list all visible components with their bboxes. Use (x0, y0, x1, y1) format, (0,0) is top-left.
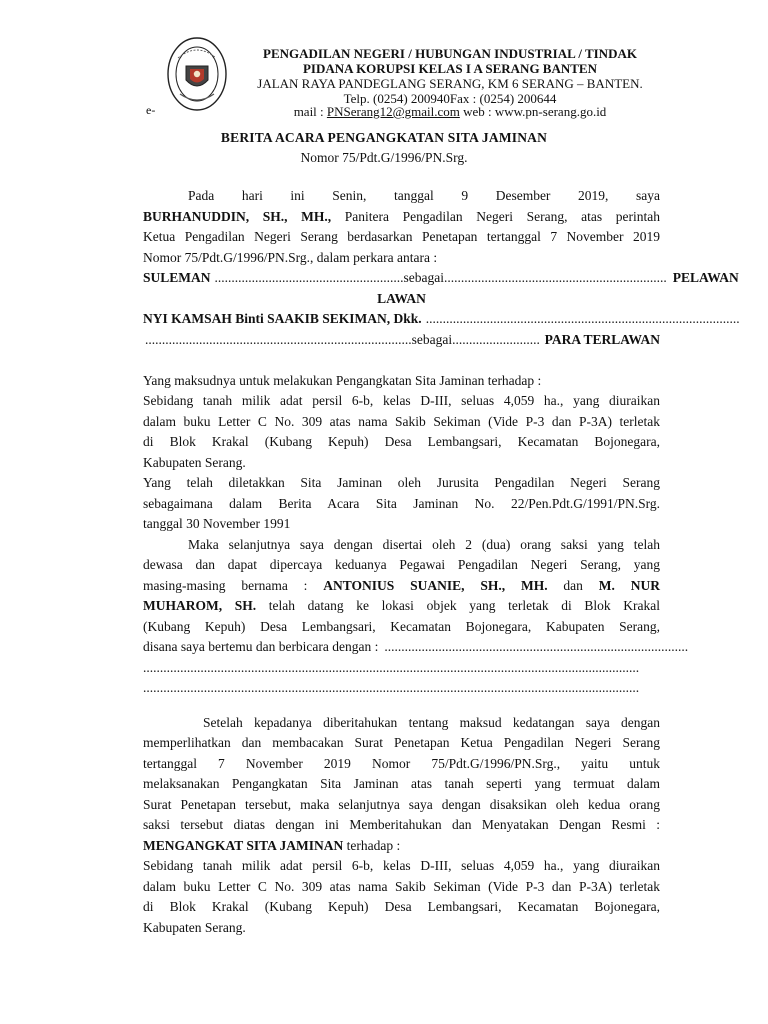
witness-line-3-b: dan (547, 577, 599, 593)
witness-name-1: ANTONIUS SUANIE, SH., MH. (323, 577, 548, 593)
witness-name-2b: MUHAROM, SH. (143, 598, 257, 613)
witness-line-6-text: disana saya bertemu dan berbicara dengan : (143, 639, 379, 654)
lift-seizure-rest: terhadap : (343, 837, 401, 853)
object-intro: Yang maksudnya untuk melakukan Pengangkatan Sita Jaminan terhadap : (143, 372, 542, 388)
seized-line-2: sebagaimana dalam Berita Acara Sita Jaminan No. 22/Pen.Pdt.G/1991/PN.Srg. (143, 495, 660, 511)
notice-line-7 (143, 836, 660, 857)
letterhead-phone: Telp. (0254) 200940Fax : (0254) 200644 (343, 91, 557, 106)
notice-line-1: Setelah kepadanya diberitahukan tentang maksud kedatangan saya dengan (203, 714, 660, 730)
land-line-4: Kabupaten Serang. (143, 454, 246, 470)
party-terlawan-role-row: ...............................................................................sebagai.......................... PARA TERLAWAN (143, 330, 660, 351)
land2-line-1: Sebidang tanah milik adat persil 6-b, kelas D-III, seluas 4,059 ha., yang diuraikan (143, 858, 660, 873)
document-title: BERITA ACARA PENGANGKATAN SITA JAMINAN (220, 130, 548, 145)
letterhead-address: JALAN RAYA PANDEGLANG SERANG, KM 6 SERANG – BANTEN. (257, 76, 643, 91)
seized-line-3: tanggal 30 November 1991 (143, 516, 291, 531)
opening-line-1: Pada hari ini Senin, tanggal 9 Desember 2019, saya (188, 188, 660, 203)
sebagai-label-1: sebagai (403, 270, 444, 285)
land2-line-2: dalam buku Letter C No. 309 atas nama Sakib Sekiman (Vide P-3 dan P-3A) terletak (143, 878, 660, 894)
web-address: web : www.pn-serang.go.id (459, 104, 607, 119)
land-line-1: Sebidang tanah milik adat persil 6-b, kelas D-III, seluas 4,059 ha., yang diuraikan (143, 393, 660, 408)
seized-line-1: Yang telah diletakkan Sita Jaminan oleh Jurusita Pengadilan Negeri Serang (143, 475, 660, 490)
document-number: Nomor 75/Pdt.G/1996/PN.Srg. (300, 150, 468, 165)
pelawan-role: PELAWAN (672, 270, 739, 285)
lawan-label: LAWAN (377, 290, 426, 306)
letterhead-line-2: PIDANA KORUPSI KELAS I A SERANG BANTEN (302, 61, 597, 76)
letterhead-line-1: PENGADILAN NEGERI / HUBUNGAN INDUSTRIAL / TINDAK (263, 46, 637, 61)
land2-line-4: Kabupaten Serang. (143, 919, 246, 935)
notice-line-5: Surat Penetapan tersebut, maka selanjutnya saya dengan disaksikan oleh kedua orang (143, 796, 660, 812)
witness-line-5: (Kubang Kepuh) Desa Lembangsari, Kecamatan Bojonegara, Kabupaten Serang, (143, 618, 660, 634)
witness-line-4-rest: telah datang ke lokasi objek yang terletak di Blok Krakal (256, 598, 660, 613)
email-prefix: e- (146, 103, 156, 117)
notice-line-3: tertanggal 7 November 2019 Nomor 75/Pdt.G/1996/PN.Srg., yaitu untuk (143, 755, 660, 771)
notice-line-2: memperlihatkan dan membacakan Surat Penetapan Ketua Pengadilan Negeri Serang (143, 735, 660, 750)
mail-label: mail : (293, 104, 327, 119)
opening-line-3: Ketua Pengadilan Negeri Serang berdasarkan Penetapan tertanggal 7 November 2019 (143, 229, 660, 244)
blank-line-2: ................................................................................................................................................... (143, 680, 640, 695)
email-link[interactable]: PNSerang12@gmail.com (326, 104, 460, 119)
letterhead-contact (230, 102, 670, 123)
witness-line-3-a: masing-masing bernama : (143, 577, 324, 593)
witness-line-2: dewasa dan dapat dipercaya keduanya Pegawai Pengadilan Negeri Serang, yang (143, 557, 660, 572)
party-pelawan-row: SULEMAN ........................................................sebagai.................................................................. PELAWAN (143, 268, 660, 289)
land-line-2: dalam buku Letter C No. 309 atas nama Sakib Sekiman (Vide P-3 dan P-3A) terletak (143, 413, 660, 429)
witness-line-4 (143, 596, 660, 617)
blank-line-1: ................................................................................................................................................... (143, 659, 640, 675)
witness-line-3 (143, 576, 660, 597)
land-line-3: di Blok Krakal (Kubang Kepuh) Desa Lembangsari, Kecamatan Bojonegara, (143, 434, 660, 449)
panitera-name: BURHANUDDIN, SH., MH., (143, 208, 332, 224)
land2-line-3: di Blok Krakal (Kubang Kepuh) Desa Lembangsari, Kecamatan Bojonegara, (143, 899, 660, 914)
terlawan-role: PARA TERLAWAN (544, 331, 660, 347)
witness-line-1: Maka selanjutnya saya dengan disertai oleh 2 (dua) orang saksi yang telah (188, 536, 660, 552)
sebagai-label-2: sebagai (411, 331, 453, 347)
document-body (143, 186, 740, 938)
opening-line-2 (143, 207, 660, 228)
notice-line-6: saksi tersebut diatas dengan ini Memberitahukan dan Menyatakan Dengan Resmi : (143, 817, 660, 832)
opening-line-4: Nomor 75/Pdt.G/1996/PN.Srg., dalam perkara antara : (143, 249, 438, 265)
witness-name-2a: M. NUR (598, 577, 660, 593)
terlawan-name: NYI KAMSAH Binti SAAKIB SEKIMAN, Dkk. (143, 311, 422, 326)
party-terlawan-row: NYI KAMSAH Binti SAAKIB SEKIMAN, Dkk. ............................................................................................. (143, 309, 660, 330)
witness-line-6: disana saya bertemu dan berbicara dengan : .......................................................................................... (143, 637, 660, 658)
court-seal-logo (166, 36, 228, 112)
notice-line-4: melaksanakan Pengangkatan Sita Jaminan atas tanah seperti yang termuat dalam (143, 776, 660, 791)
pelawan-name: SULEMAN (143, 270, 211, 285)
opening-line-2-rest: Panitera Pengadilan Negeri Serang, atas perintah (331, 208, 660, 224)
lift-seizure-heading: MENGANGKAT SITA JAMINAN (143, 837, 344, 853)
